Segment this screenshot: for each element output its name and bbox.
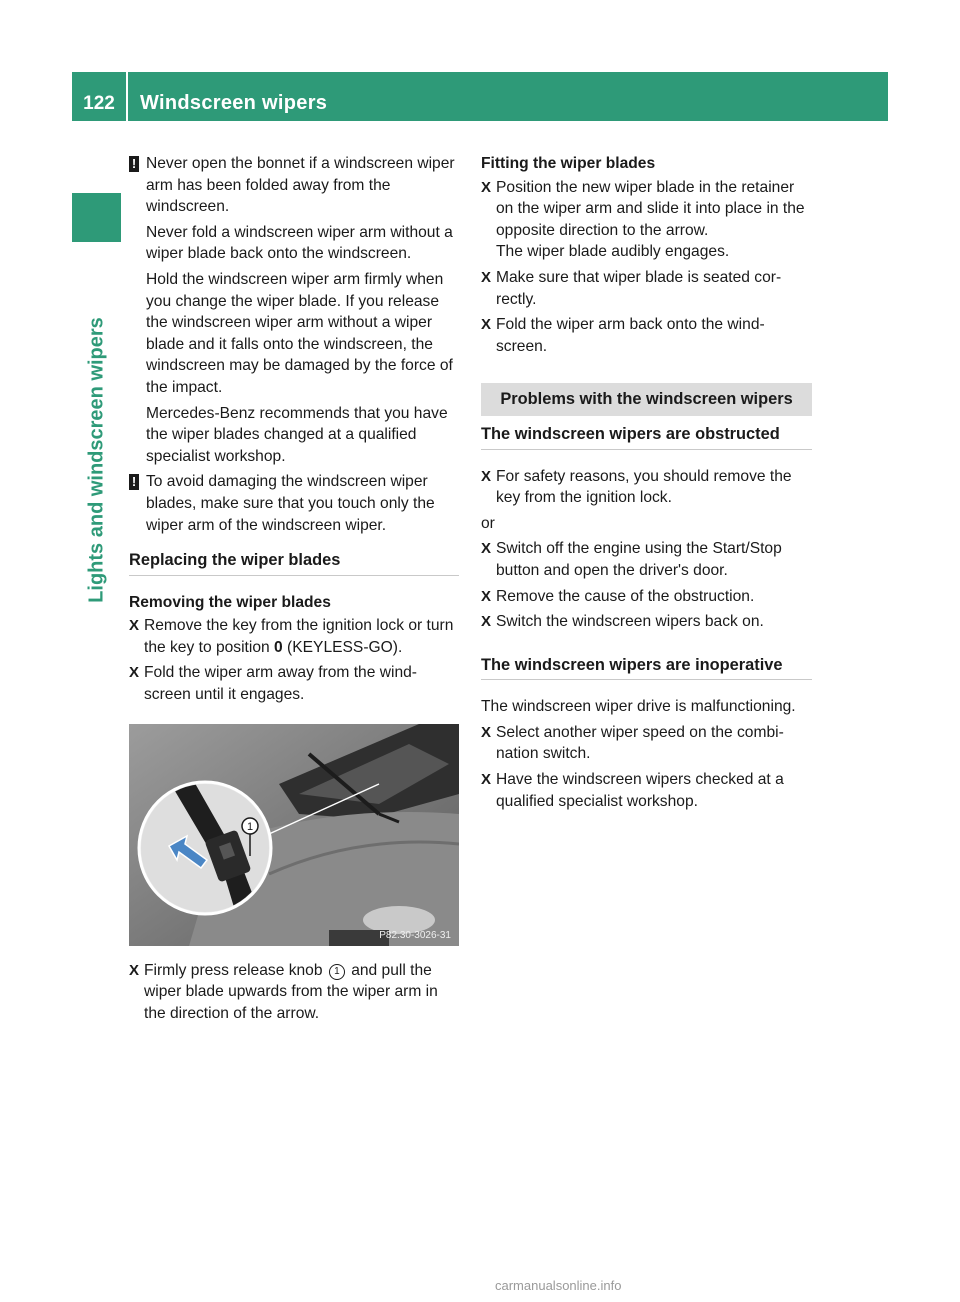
side-tab-marker [72,193,121,242]
step-text: Firmly press release knob [144,961,327,979]
heading-removing: Removing the wiper blades [129,593,331,611]
warning-icon: ! [129,474,139,490]
step-text: (KEYLESS-GO). [282,638,403,656]
step-marker-icon: X [481,467,492,485]
warning-text: Never fold a windscreen wiper arm without a wiper blade back onto the windscreen. [146,223,453,263]
instruction-step [481,538,812,581]
step-marker-icon: X [481,316,492,334]
heading-obstructed: The windscreen wipers are obstructed [481,424,812,450]
callout-number: 1 [246,820,254,833]
instruction-step [481,177,812,263]
warning-text: To avoid damaging the windscreen wiper blades, make sure that you touch only the wiper arm of the windscreen wiper. [146,473,435,534]
step-marker-icon: X [129,961,140,979]
step-marker-icon: X [481,540,492,558]
step-text: Position the new wiper blade in the retainer on the wiper arm and slide it into place in the opposite direction to the arrow. [496,178,805,239]
right-column [481,153,812,816]
page-header [72,72,888,121]
figure-code: P82.30-3026-31 [379,929,451,941]
step-marker-icon: X [481,771,492,789]
watermark: carmanualsonline.info [495,1278,622,1293]
heading-replacing: Replacing the wiper blades [129,550,459,576]
heading-fitting: Fitting the wiper blades [481,155,656,172]
step-text: Fold the wiper arm back onto the wind-screen. [496,316,765,355]
step-text: Switch the windscreen wipers back on. [496,613,764,631]
callout-ref: 1 [329,964,345,980]
step-text: Remove the key from the ignition lock or turn the key to position [144,617,454,656]
header-divider [126,72,128,121]
page-number: 122 [83,93,115,114]
side-tab-label: Lights and windscreen wipers [85,317,107,603]
step-text: Have the windscreen wipers checked at a qualified specialist workshop. [496,771,784,810]
left-column [129,153,459,1028]
instruction-step [129,662,459,705]
step-text: For safety reasons, you should remove the key from the ignition lock. [496,467,792,507]
warning-icon: ! [129,156,139,172]
step-text: and pull the wiper blade upwards from the wiper arm in the direction of the arrow. [144,961,438,1022]
intro-text: The windscreen wiper drive is malfunctioning. [481,698,796,716]
instruction-step [481,267,812,310]
heading-inoperative: The windscreen wipers are inoperative [481,655,812,681]
wiper-blade-illustration [129,724,459,946]
step-text: Make sure that wiper blade is seated cor-rectly. [496,268,782,308]
or-text: or [481,514,495,532]
car-photo [129,724,459,946]
step-marker-icon: X [481,587,492,605]
instruction-step [481,466,812,509]
warning-block [129,153,459,467]
warning-text: Mercedes-Benz recommends that you have the wiper blades changed at a qualified specialist workshop. [146,404,448,465]
warning-text: Never open the bonnet if a windscreen wiper arm has been folded away from the windscreen. [146,155,455,216]
step-result: The wiper blade audibly engages. [496,243,730,261]
step-text: Switch off the engine using the Start/Stop button and open the driver's door. [496,540,782,579]
instruction-step [481,722,812,765]
step-marker-icon: X [481,268,492,286]
side-tab [72,250,121,670]
step-marker-icon: X [129,664,140,682]
instruction-step [481,314,812,357]
instruction-step [481,611,812,633]
instruction-step [481,586,812,608]
step-marker-icon: X [481,178,492,196]
instruction-step [481,769,812,812]
instruction-step [129,615,459,658]
step-text: Select another wiper speed on the combi-nation switch. [496,723,784,763]
section-title: Windscreen wipers [140,92,328,114]
instruction-step [129,960,459,1025]
step-text: Remove the cause of the obstruction. [496,587,755,605]
section-banner: Problems with the windscreen wipers [481,383,812,416]
step-marker-icon: X [481,613,492,631]
step-marker-icon: X [481,723,492,741]
step-text: Fold the wiper arm away from the wind-screen until it engages. [144,664,417,704]
step-marker-icon: X [129,617,140,635]
warning-block [129,471,459,536]
key-position: 0 [274,638,283,656]
warning-text: Hold the windscreen wiper arm firmly when you change the wiper blade. If you release the windscreen wiper arm without a wiper blade and it falls onto the windscreen, the windscreen may be damaged by the force of the impact. [146,270,453,396]
